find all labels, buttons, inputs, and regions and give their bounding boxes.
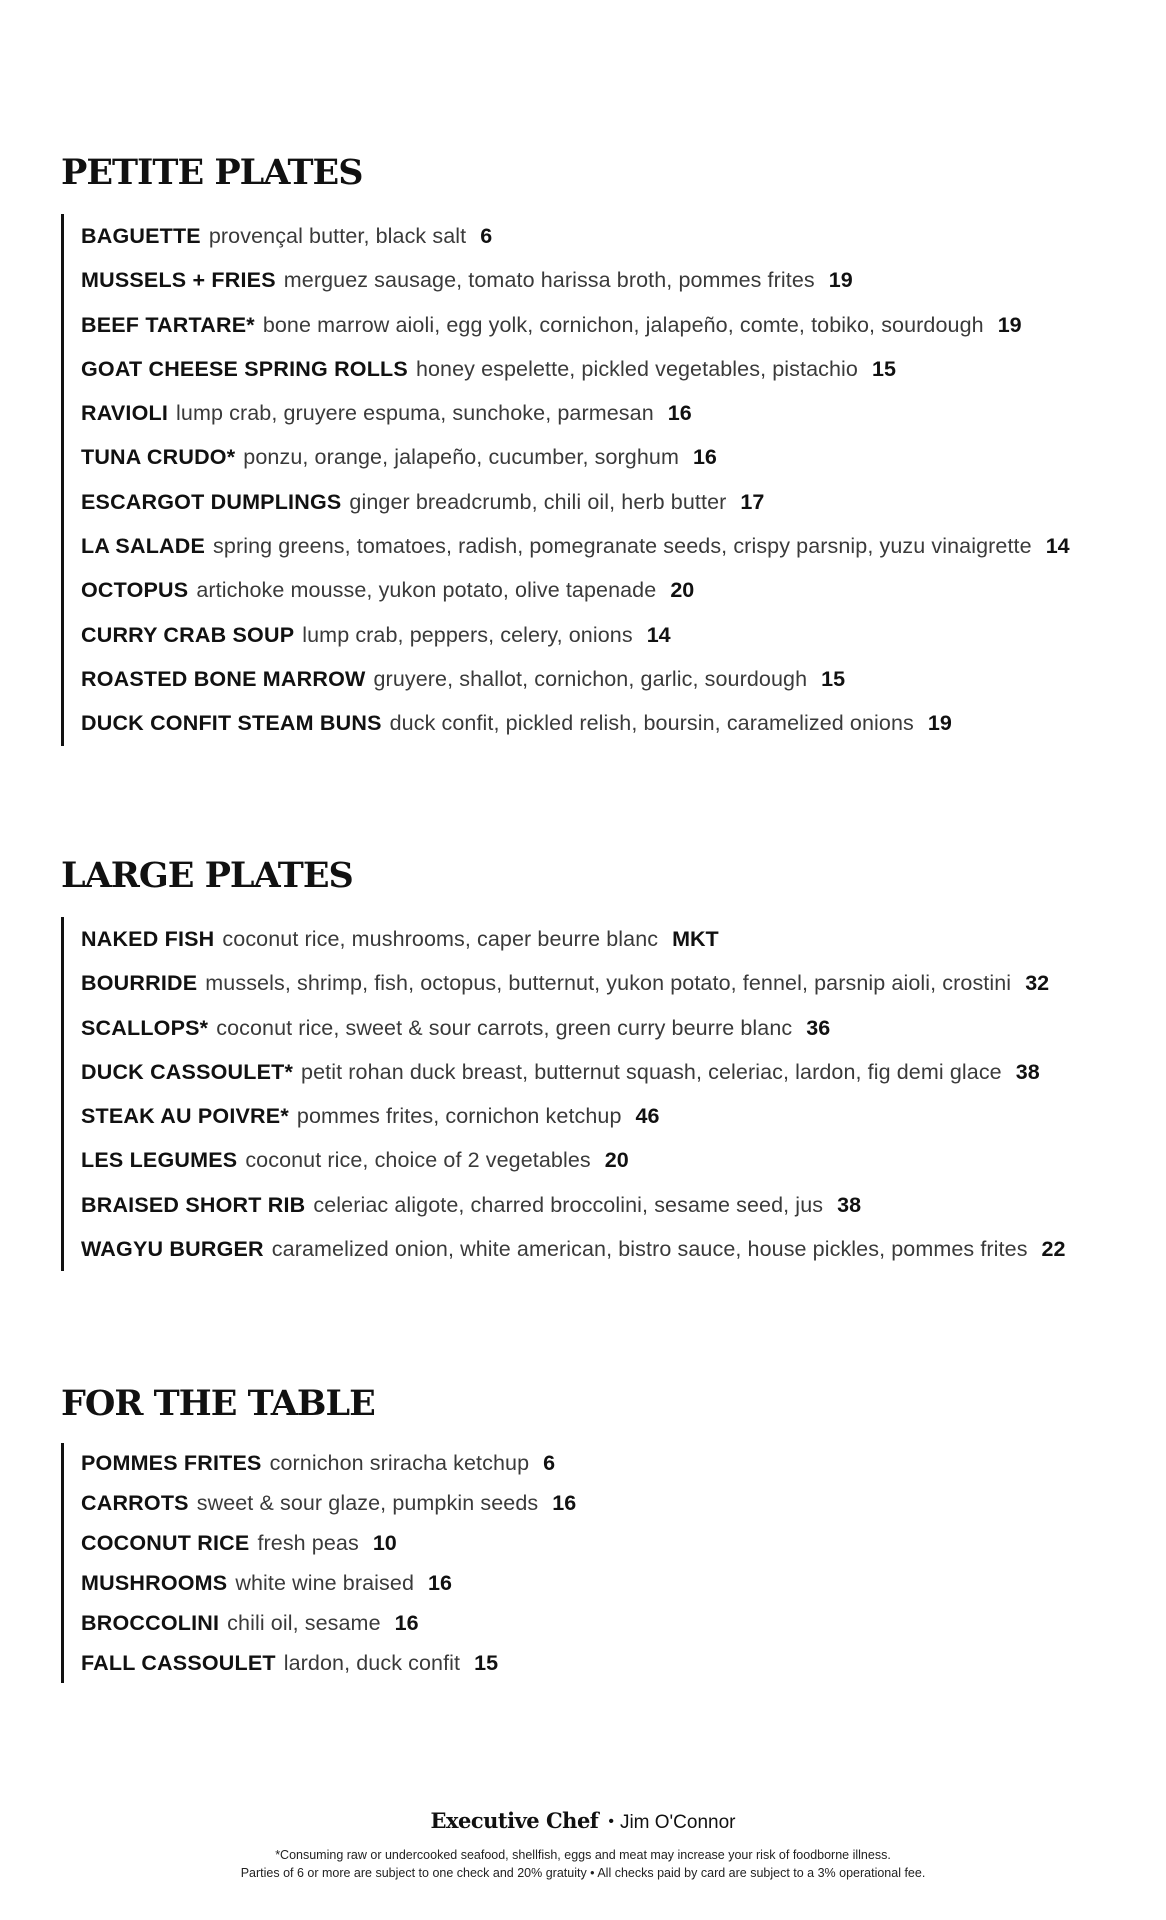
menu-item: [64, 347, 1070, 391]
item-price: 16: [394, 1611, 419, 1635]
item-name: TUNA CRUDO*: [81, 445, 236, 470]
menu-item: [64, 657, 1070, 701]
chef-name: Jim O'Connor: [619, 1812, 736, 1833]
item-price: 15: [872, 356, 896, 381]
menu-item: [64, 1483, 576, 1523]
item-price: 32: [1025, 971, 1050, 996]
menu-item: [64, 613, 1070, 657]
menu-item: [64, 1643, 576, 1683]
large-plates-section: [61, 855, 1121, 1262]
item-description: petit rohan duck breast, butternut squash, celeriac, lardon, fig demi glace: [301, 1059, 1002, 1084]
item-description: white wine braised: [235, 1571, 414, 1595]
item-name: STEAK AU POIVRE*: [81, 1104, 289, 1129]
item-price: MKT: [672, 927, 719, 951]
separator-dot: •: [608, 1813, 614, 1830]
menu-item: [64, 480, 1070, 524]
item-description: cornichon sriracha ketchup: [269, 1451, 530, 1475]
item-name: BRAISED SHORT RIB: [81, 1192, 306, 1217]
item-price: 17: [740, 489, 765, 514]
menu-item: [64, 524, 1070, 568]
item-name: BAGUETTE: [81, 224, 201, 248]
item-price: 6: [480, 224, 493, 248]
item-description: lardon, duck confit: [283, 1651, 461, 1675]
menu-item: [64, 568, 1070, 612]
item-price: 6: [543, 1451, 556, 1475]
item-price: 15: [821, 666, 846, 691]
item-price: 16: [428, 1571, 452, 1595]
section-title: LARGE PLATES: [61, 855, 353, 896]
item-name: MUSSELS + FRIES: [81, 268, 276, 293]
item-name: SCALLOPS*: [81, 1015, 209, 1040]
item-name: ESCARGOT DUMPLINGS: [81, 489, 342, 514]
for-the-table-section: [61, 1383, 1121, 1675]
item-price: 22: [1041, 1237, 1066, 1262]
item-name: COCONUT RICE: [81, 1531, 250, 1555]
menu-item: [64, 391, 1070, 435]
item-price: 19: [927, 711, 952, 736]
item-description: celeriac aligote, charred broccolini, sesame seed, jus: [313, 1192, 824, 1217]
item-name: DUCK CASSOULET*: [81, 1059, 294, 1084]
section-title: FOR THE TABLE: [61, 1383, 375, 1424]
item-name: LES LEGUMES: [81, 1148, 238, 1173]
menu-item: [64, 917, 1065, 961]
item-price: 38: [837, 1192, 862, 1217]
item-name: CARROTS: [81, 1491, 189, 1515]
item-price: 16: [667, 401, 692, 426]
item-name: CURRY CRAB SOUP: [81, 622, 295, 647]
item-name: ROASTED BONE MARROW: [81, 666, 366, 691]
menu-item: [64, 258, 1070, 302]
menu-item: [64, 1006, 1065, 1050]
item-name: LA SALADE: [81, 534, 206, 559]
item-description: coconut rice, mushrooms, caper beurre blanc: [222, 927, 659, 951]
item-price: 14: [1045, 534, 1070, 559]
item-description: spring greens, tomatoes, radish, pomegranate seeds, crispy parsnip, yuzu vinaigrette: [213, 534, 1032, 559]
item-price: 46: [635, 1104, 660, 1129]
menu-item: [64, 1227, 1065, 1271]
item-description: artichoke mousse, yukon potato, olive tapenade: [196, 578, 657, 603]
menu-item: [64, 701, 1070, 745]
food-safety-note: *Consuming raw or undercooked seafood, shellfish, eggs and meat may increase your risk of foodborne illness.: [275, 1848, 891, 1862]
item-description: sweet & sour glaze, pumpkin seeds: [196, 1491, 539, 1515]
item-description: fresh peas: [257, 1531, 359, 1555]
item-description: bone marrow aioli, egg yolk, cornichon, jalapeño, comte, tobiko, sourdough: [262, 312, 984, 337]
item-description: caramelized onion, white american, bistro sauce, house pickles, pommes frites: [271, 1237, 1028, 1262]
menu-item: [64, 961, 1065, 1005]
item-description: coconut rice, choice of 2 vegetables: [245, 1148, 591, 1173]
item-description: honey espelette, pickled vegetables, pistachio: [415, 356, 858, 381]
section-title: PETITE PLATES: [61, 152, 363, 193]
item-price: 19: [997, 312, 1022, 337]
item-price: 20: [670, 578, 695, 603]
menu-item: [64, 1523, 576, 1563]
item-name: FALL CASSOULET: [81, 1651, 276, 1675]
item-description: pommes frites, cornichon ketchup: [296, 1104, 622, 1129]
menu-item: [64, 1563, 576, 1603]
item-description: gruyere, shallot, cornichon, garlic, sourdough: [373, 666, 808, 691]
item-price: 10: [372, 1531, 397, 1555]
item-price: 14: [646, 622, 671, 647]
item-price: 19: [828, 268, 853, 293]
petite-plates-section: [61, 152, 1121, 736]
menu-item: [64, 1138, 1065, 1182]
menu-list: [61, 1443, 576, 1683]
menu-item: [64, 303, 1070, 347]
item-price: 36: [806, 1015, 831, 1040]
gratuity-note: Parties of 6 or more are subject to one check and 20% gratuity • All checks paid by card are subject to a 3% operational fee.: [240, 1866, 926, 1880]
item-description: chili oil, sesame: [227, 1611, 381, 1635]
item-price: 20: [604, 1148, 629, 1173]
item-name: OCTOPUS: [81, 578, 189, 603]
item-name: DUCK CONFIT STEAM BUNS: [81, 711, 382, 736]
item-name: BEEF TARTARE*: [81, 312, 255, 337]
item-description: provençal butter, black salt: [208, 224, 467, 248]
item-price: 16: [552, 1491, 577, 1515]
menu-item: [64, 1050, 1065, 1094]
item-name: MUSHROOMS: [81, 1571, 228, 1595]
menu-list: [61, 917, 1065, 1271]
menu-list: [61, 214, 1070, 746]
menu-item: [64, 214, 1070, 258]
menu-item: [64, 435, 1070, 479]
item-name: BROCCOLINI: [81, 1611, 220, 1635]
item-description: duck confit, pickled relish, boursin, caramelized onions: [389, 711, 914, 736]
menu-item: [64, 1094, 1065, 1138]
item-name: GOAT CHEESE SPRING ROLLS: [81, 356, 408, 381]
item-name: RAVIOLI: [81, 401, 169, 426]
chef-credit: [0, 1808, 1166, 1834]
item-name: NAKED FISH: [81, 927, 215, 951]
menu-item: [64, 1603, 576, 1643]
item-description: coconut rice, sweet & sour carrots, green curry beurre blanc: [216, 1015, 793, 1040]
item-description: ginger breadcrumb, chili oil, herb butter: [349, 489, 727, 514]
item-description: merguez sausage, tomato harissa broth, pommes frites: [283, 268, 815, 293]
item-price: 38: [1015, 1059, 1040, 1084]
item-description: mussels, shrimp, fish, octopus, butternut, yukon potato, fennel, parsnip aioli, crostini: [205, 971, 1012, 996]
menu-item: [64, 1443, 576, 1483]
item-name: BOURRIDE: [81, 971, 198, 996]
item-description: lump crab, gruyere espuma, sunchoke, parmesan: [176, 401, 654, 426]
item-name: POMMES FRITES: [81, 1451, 262, 1475]
menu-item: [64, 1183, 1065, 1227]
item-name: WAGYU BURGER: [81, 1237, 264, 1262]
item-description: lump crab, peppers, celery, onions: [302, 622, 633, 647]
item-description: ponzu, orange, jalapeño, cucumber, sorghum: [243, 445, 679, 470]
chef-title: Executive Chef: [430, 1808, 599, 1833]
item-price: 15: [474, 1651, 499, 1675]
item-price: 16: [692, 445, 717, 470]
